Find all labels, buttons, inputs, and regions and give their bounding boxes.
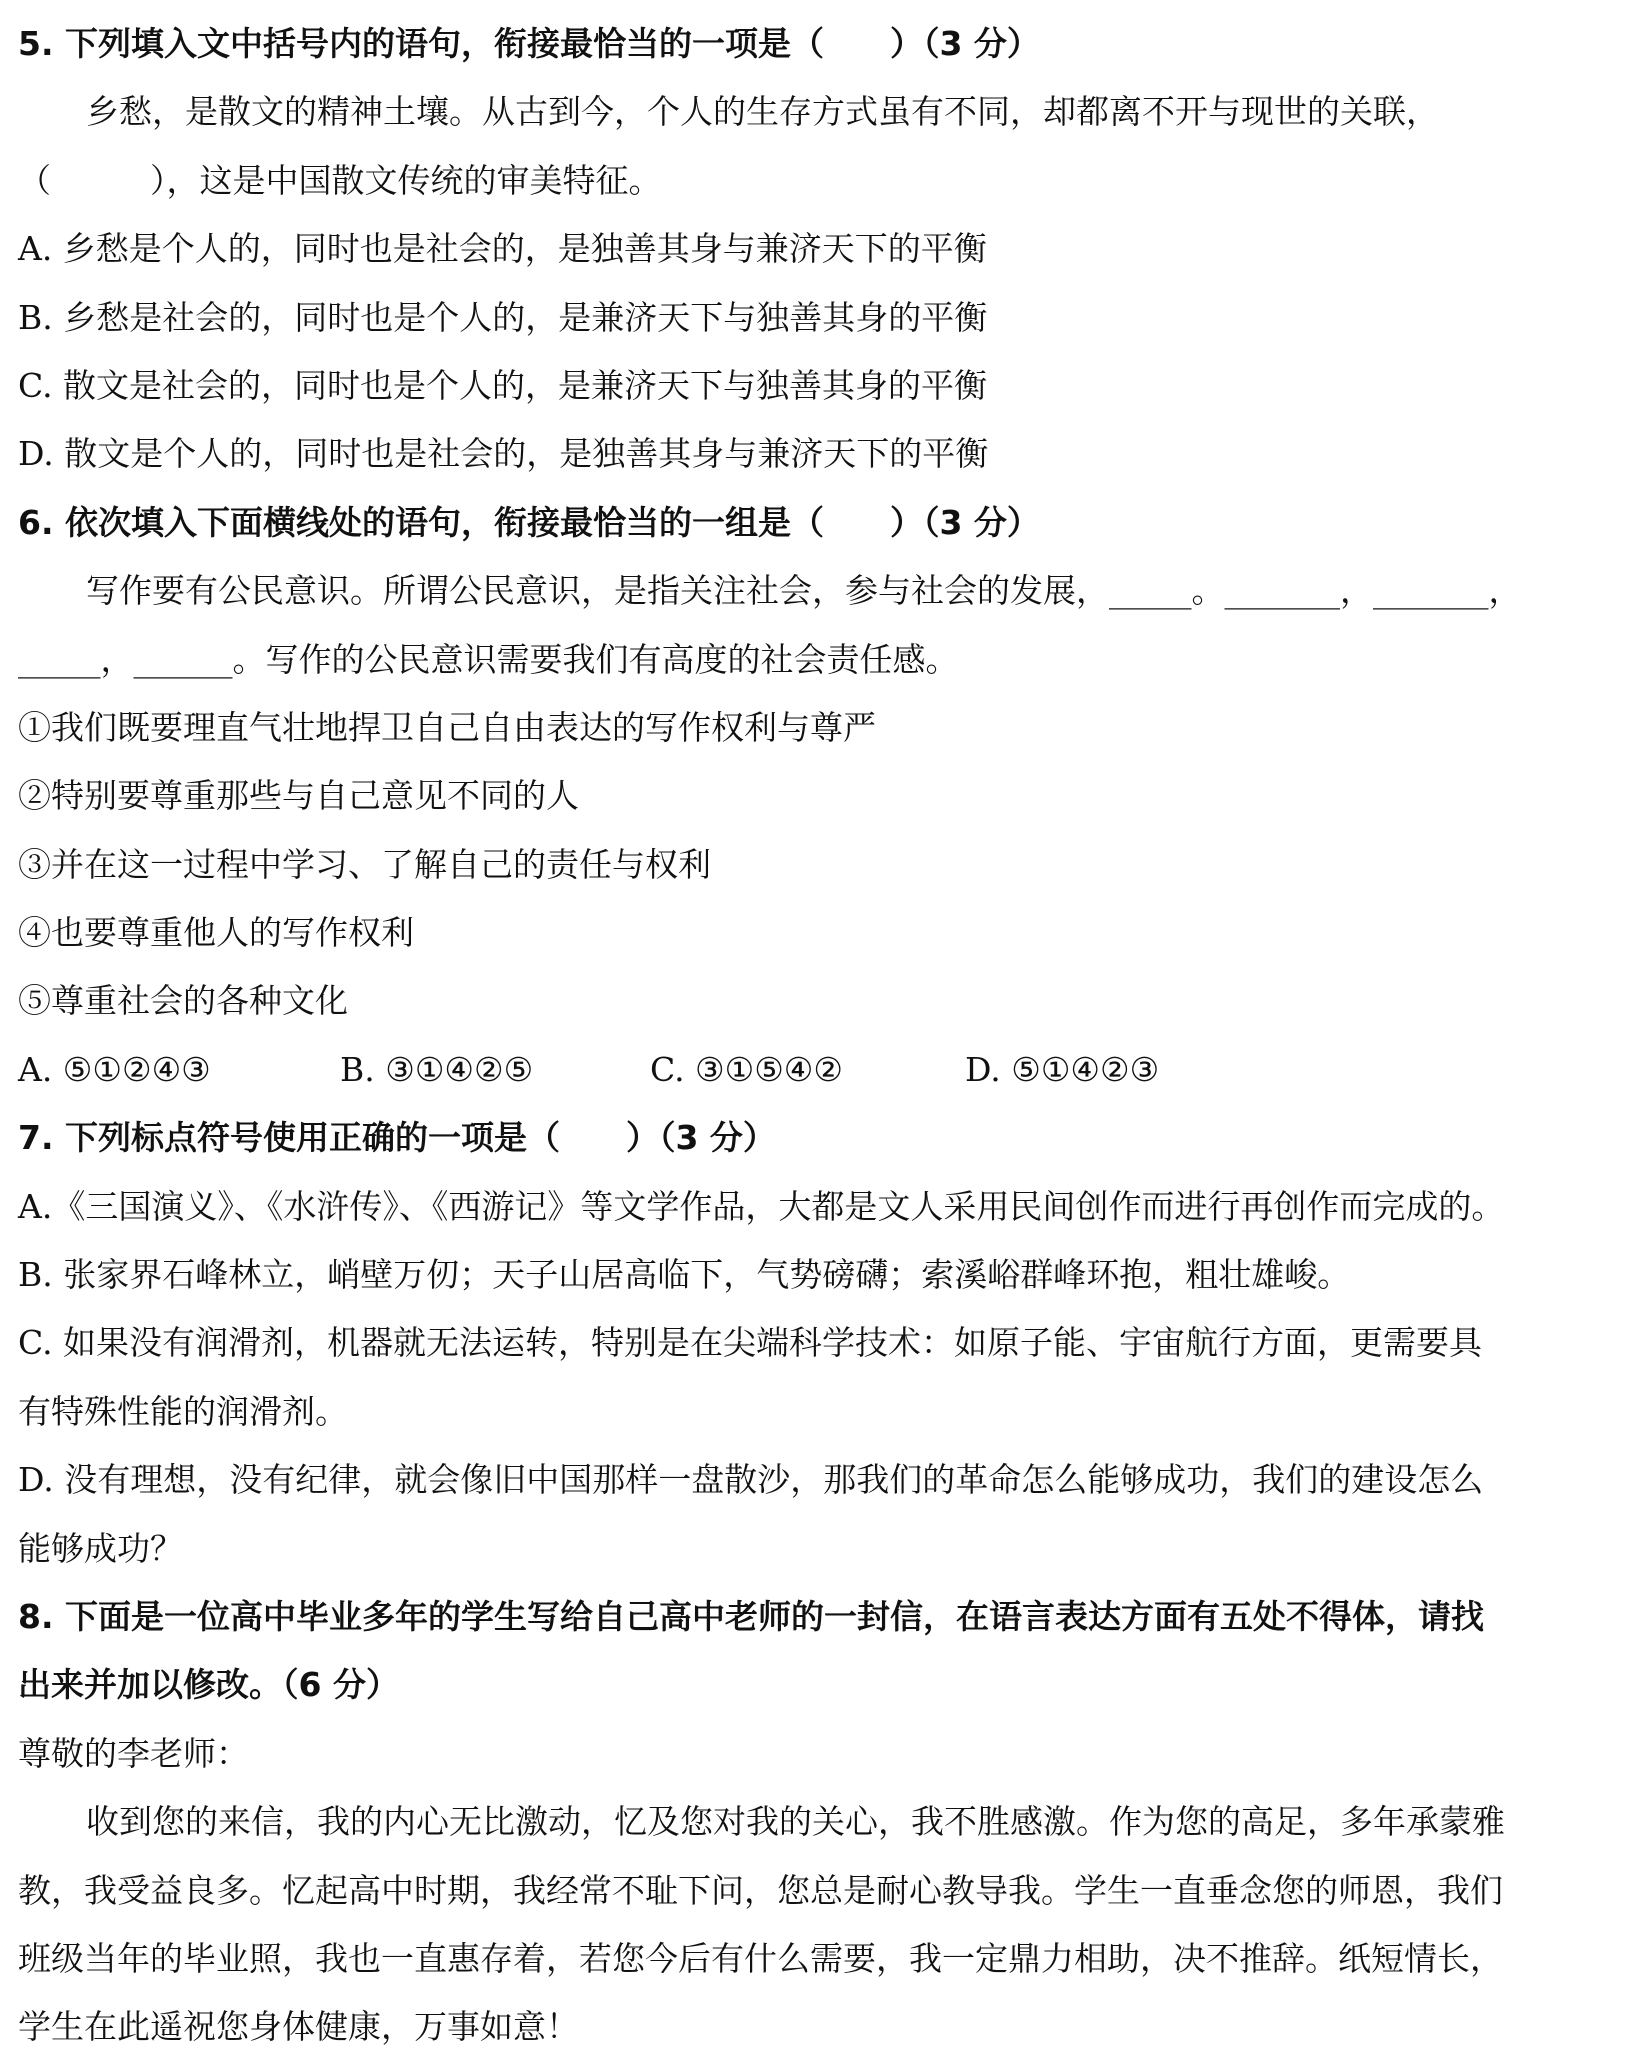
question-8-title-line-1: 8. 下面是一位高中毕业多年的学生写给自己高中老师的一封信，在语言表达方面有五处不得体，请找 [18,1596,1484,1636]
letter-salutation: 尊敬的李老师： [18,1733,249,1773]
question-6-item-3: ③并在这一过程中学习、了解自己的责任与权利 [18,844,711,884]
question-7-option-c-line-1: C. 如果没有润滑剂，机器就无法运转，特别是在尖端科学技术：如原子能、宇宙航行方面，更需要具 [18,1323,1483,1363]
question-6-option-b: B. ③①④②⑤ [340,1049,534,1089]
question-7-title: 7. 下列标点符号使用正确的一项是（ ）（3 分） [18,1118,776,1158]
letter-body-line-3: 班级当年的毕业照，我也一直惠存着，若您今后有什么需要，我一定鼎力相助，决不推辞。纸短情长， [18,1938,1503,1978]
question-7-option-b: B. 张家界石峰林立，峭壁万仞；天子山居高临下，气势磅礴；索溪峪群峰环抱，粗壮雄峻。 [18,1255,1351,1295]
question-7-option-a: A.《三国演义》、《水浒传》、《西游记》等文学作品，大都是文人采用民间创作而进行再创作而完成的。 [18,1186,1505,1226]
question-6-item-5: ⑤尊重社会的各种文化 [18,981,348,1021]
question-5-option-b: B. 乡愁是社会的，同时也是个人的，是兼济天下与独善其身的平衡 [18,297,988,337]
exam-page [18,10,1628,2062]
question-6-passage-line-2: _____，______。写作的公民意识需要我们有高度的社会责任感。 [18,639,959,679]
letter-body-line-1: 收到您的来信，我的内心无比激动，忆及您对我的关心，我不胜感激。作为您的高足，多年承蒙雅 [86,1802,1505,1842]
question-5-option-c: C. 散文是社会的，同时也是个人的，是兼济天下与独善其身的平衡 [18,365,988,405]
question-6-item-4: ④也要尊重他人的写作权利 [18,913,414,953]
question-5-title: 5. 下列填入文中括号内的语句，衔接最恰当的一项是（ ）（3 分） [18,24,1040,63]
question-7-option-d-line-2: 能够成功？ [18,1528,183,1568]
question-6-item-2: ②特别要尊重那些与自己意见不同的人 [18,776,579,816]
question-6-option-c: C. ③①⑤④② [650,1049,843,1089]
question-5-option-a: A. 乡愁是个人的，同时也是社会的，是独善其身与兼济天下的平衡 [18,229,987,269]
letter-body-line-2: 教，我受益良多。忆起高中时期，我经常不耻下问，您总是耐心教导我。学生一直垂念您的师恩，我们 [18,1870,1503,1910]
question-6-options [18,1036,1628,1104]
question-6-option-d: D. ⑤①④②③ [965,1049,1160,1089]
question-6-title: 6. 依次填入下面横线处的语句，衔接最恰当的一组是（ ）（3 分） [18,502,1040,542]
question-7-option-d-line-1: D. 没有理想，没有纪律，就会像旧中国那样一盘散沙，那我们的革命怎么能够成功，我们的建设怎么 [18,1460,1484,1500]
question-6-item-1: ①我们既要理直气壮地捍卫自己自由表达的写作权利与尊严 [18,707,876,747]
question-6-option-a: A. ⑤①②④③ [18,1049,211,1089]
question-5-passage-line-2: （ ），这是中国散文传统的审美特征。 [18,160,662,200]
question-5-passage-line-1: 乡愁，是散文的精神土壤。从古到今，个人的生存方式虽有不同，却都离不开与现世的关联， [86,92,1439,132]
question-7-option-c-line-2: 有特殊性能的润滑剂。 [18,1391,348,1431]
question-5-option-d: D. 散文是个人的，同时也是社会的，是独善其身与兼济天下的平衡 [18,434,989,474]
question-8-title-line-2: 出来并加以修改。（6 分） [18,1665,399,1705]
question-6-passage-line-1: 写作要有公民意识。所谓公民意识，是指关注社会，参与社会的发展，_____。_______，_______， [86,571,1522,611]
letter-body-line-4: 学生在此遥祝您身体健康，万事如意！ [18,2007,579,2047]
